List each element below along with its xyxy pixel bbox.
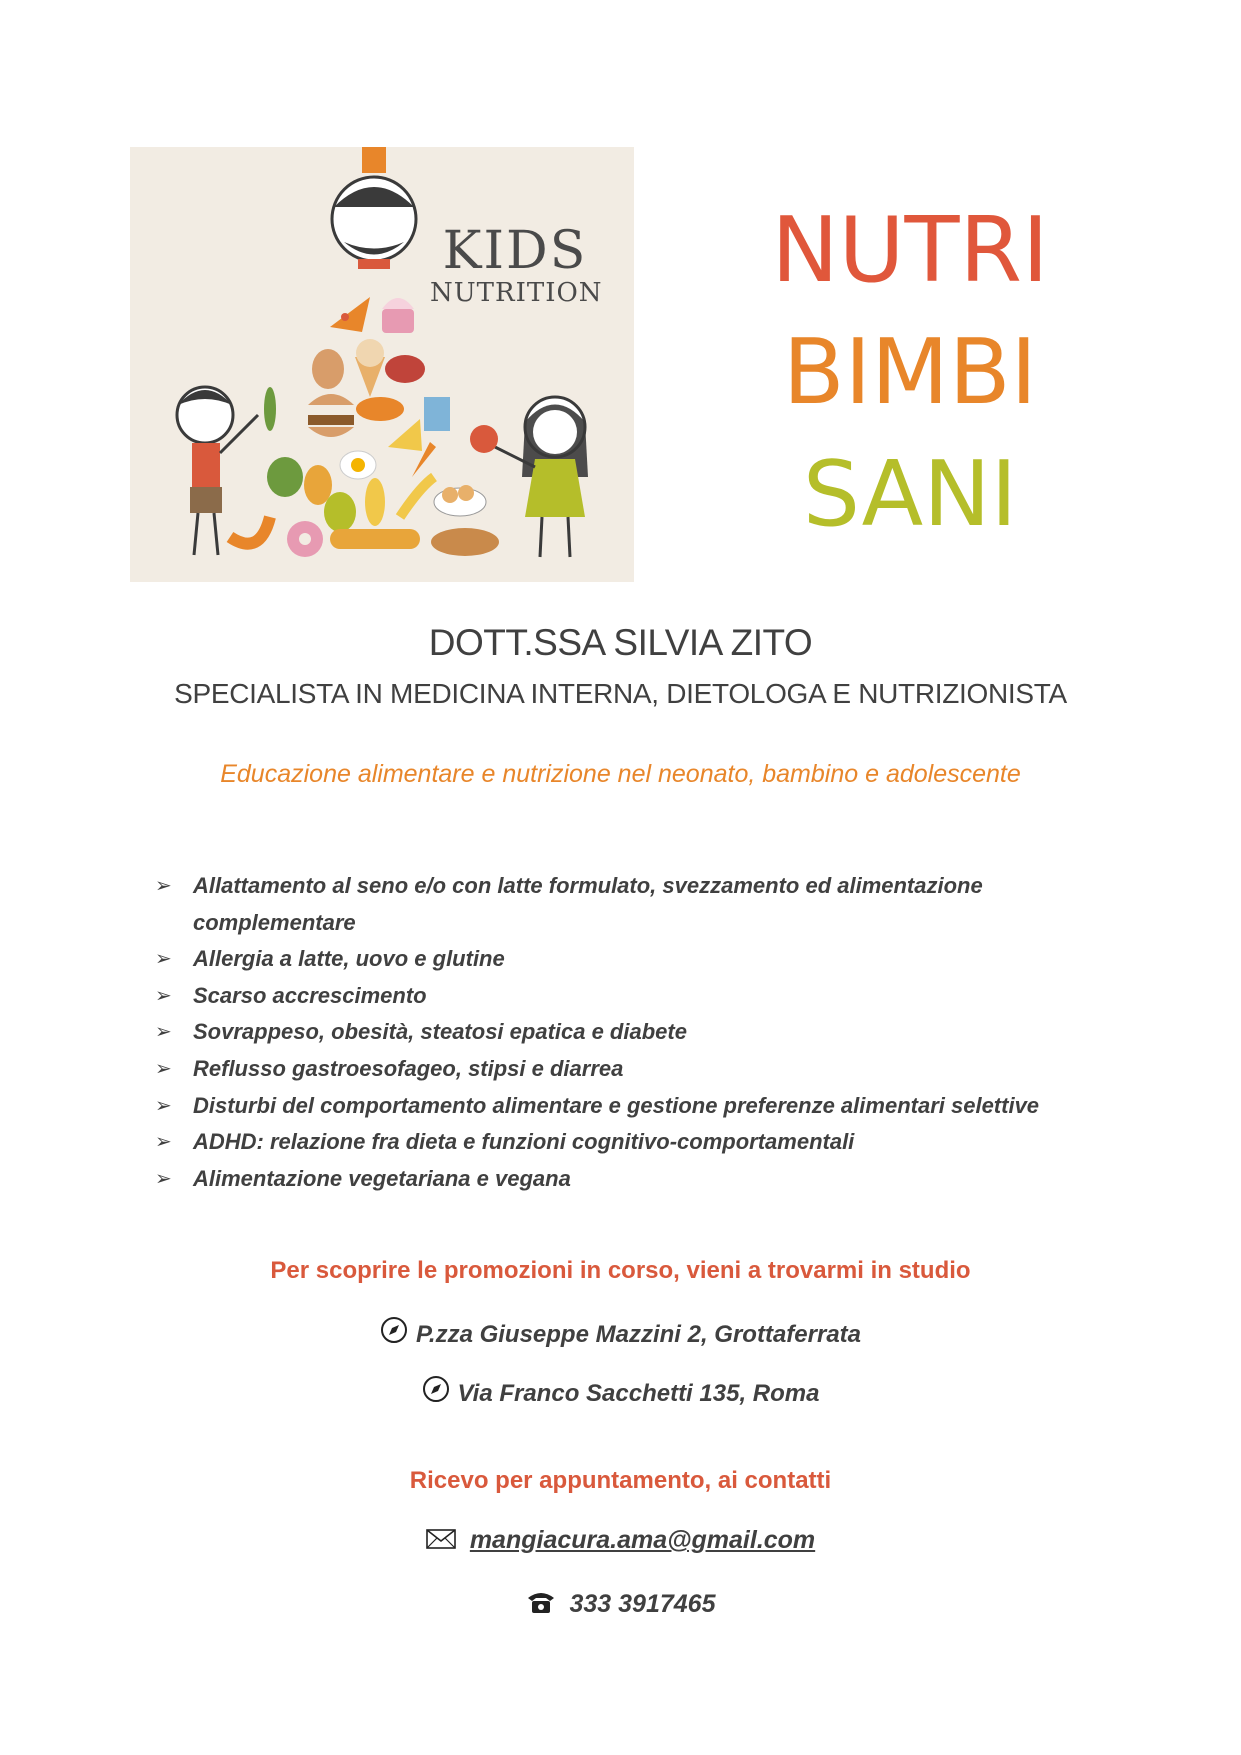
address-grottaferrata	[0, 1316, 1241, 1351]
phone-contact	[0, 1590, 1241, 1621]
address-text: P.zza Giuseppe Mazzini 2, Grottaferrata	[415, 1321, 862, 1348]
arrow-bullet-icon: ➢	[155, 948, 172, 971]
service-text: ADHD: relazione fra dieta e funzioni cognitivo-comportamentali	[193, 1129, 855, 1155]
arrow-bullet-icon: ➢	[155, 1131, 172, 1154]
doctor-specialty: SPECIALISTA IN MEDICINA INTERNA, DIETOLOGA E NUTRIZIONISTA	[174, 678, 1067, 709]
food-pyramid-drawing	[130, 147, 634, 582]
compass-icon	[422, 1375, 450, 1410]
list-item	[155, 868, 1095, 941]
address-roma	[0, 1375, 1241, 1410]
doctor-name: DOTT.SSA SILVIA ZITO	[428, 622, 813, 663]
email-link[interactable]: mangiacura.ama@gmail.com	[469, 1526, 816, 1554]
appointment-text: Ricevo per appuntamento, ai contatti	[409, 1467, 832, 1494]
telephone-icon	[526, 1590, 556, 1621]
title-nutri: NUTRI	[771, 198, 1049, 303]
tagline: Educazione alimentare e nutrizione nel neonato, bambino e adolescente	[220, 760, 1021, 788]
arrow-bullet-icon: ➢	[155, 1057, 172, 1080]
kids-nutrition-logo	[430, 221, 603, 308]
phone-number[interactable]: 333 3917465	[569, 1590, 716, 1619]
kids-nutrition-illustration	[130, 147, 634, 582]
list-item	[155, 978, 1095, 1015]
services-list	[155, 868, 1095, 1197]
title-bimbi: BIMBI	[782, 320, 1038, 425]
address-text: Via Franco Sacchetti 135, Roma	[457, 1380, 820, 1407]
list-item	[155, 1161, 1095, 1198]
logo-nutrition-text: NUTRITION	[430, 278, 603, 308]
service-text: Scarso accrescimento	[193, 982, 427, 1008]
list-item	[155, 1014, 1095, 1051]
arrow-bullet-icon: ➢	[155, 1021, 172, 1044]
list-item	[155, 1051, 1095, 1088]
list-item	[155, 1124, 1095, 1161]
title-sani: SANI	[802, 442, 1018, 547]
promo-text: Per scoprire le promozioni in corso, vieni a trovarmi in studio	[270, 1257, 971, 1284]
program-title	[720, 190, 1100, 556]
arrow-bullet-icon: ➢	[155, 1094, 172, 1117]
service-text: Sovrappeso, obesità, steatosi epatica e diabete	[193, 1019, 687, 1045]
envelope-icon	[426, 1527, 456, 1556]
arrow-bullet-icon: ➢	[155, 1167, 172, 1190]
list-item	[155, 941, 1095, 978]
service-text: Allergia a latte, uovo e glutine	[193, 946, 505, 972]
service-text: Alimentazione vegetariana e vegana	[193, 1165, 571, 1191]
email-contact	[0, 1526, 1241, 1556]
service-text: Disturbi del comportamento alimentare e gestione preferenze alimentari selettive	[193, 1092, 1040, 1118]
service-text: Allattamento al seno e/o con latte formulato, svezzamento ed alimentazione complementare	[193, 873, 983, 935]
service-text: Reflusso gastroesofageo, stipsi e diarrea	[193, 1055, 624, 1081]
arrow-bullet-icon: ➢	[155, 875, 172, 897]
list-item	[155, 1088, 1095, 1125]
logo-kids-text: KIDS	[442, 221, 588, 281]
compass-icon	[380, 1316, 408, 1351]
arrow-bullet-icon: ➢	[155, 984, 172, 1007]
